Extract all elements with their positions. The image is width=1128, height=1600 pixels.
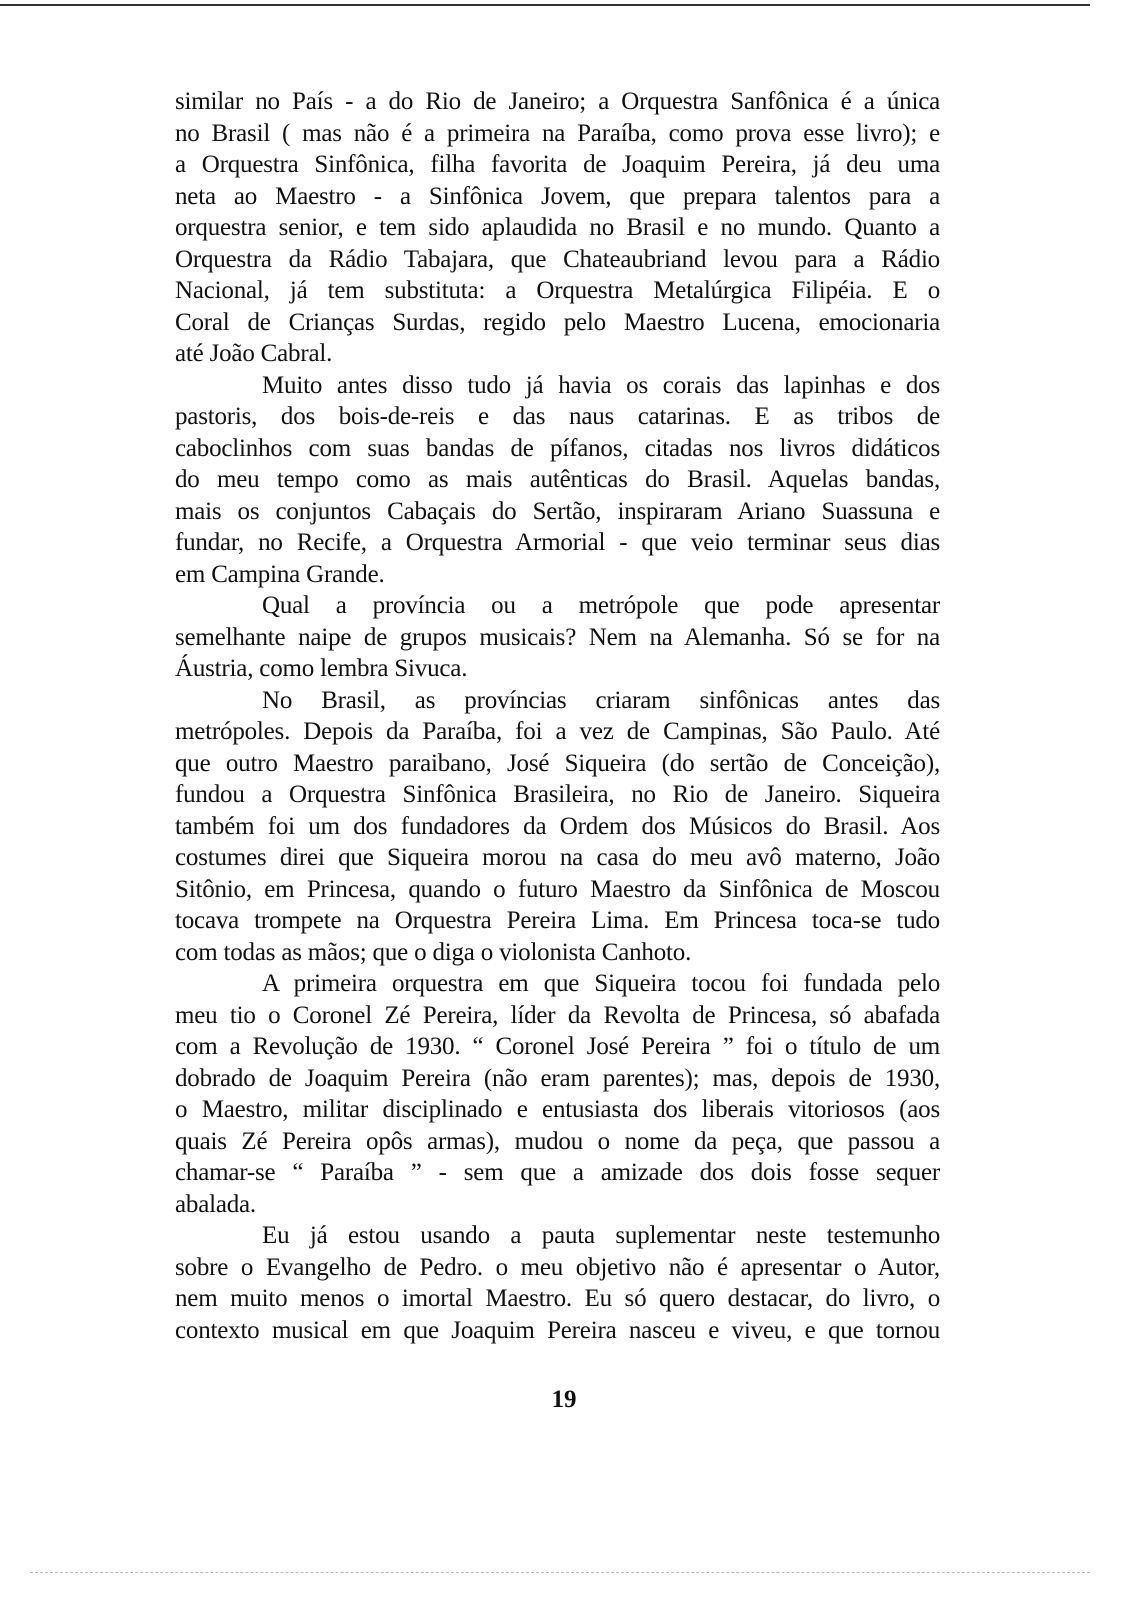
text-line: com todas as mãos; que o diga o violonista Canhoto. (175, 938, 692, 966)
text-line: nem muito menos o imortal Maestro. Eu só quero destacar, do livro, o (175, 1285, 940, 1312)
text-line: Orquestra da Rádio Tabajara, que Chateaubriand levou para a Rádio (175, 245, 940, 273)
scan-top-edge (0, 4, 1090, 6)
text-line: chamar-se “ Paraíba ” - sem que a amizade dos dois fosse sequer (175, 1159, 940, 1186)
text-line: mais os conjuntos Cabaçais do Sertão, inspiraram Ariano Suassuna e (175, 497, 940, 525)
paragraph (175, 590, 940, 685)
text-line: abalada. (175, 1190, 256, 1218)
paragraph (175, 685, 940, 969)
text-line: quais Zé Pereira opôs armas), mudou o nome da peça, que passou a (175, 1127, 940, 1155)
text-line: dobrado de Joaquim Pereira (não eram parentes); mas, depois de 1930, (175, 1064, 940, 1092)
text-line: com a Revolução de 1930. “ Coronel José Pereira ” foi o título de um (175, 1033, 940, 1060)
text-line: a Orquestra Sinfônica, filha favorita de Joaquim Pereira, já deu uma (175, 151, 940, 178)
text-line: contexto musical em que Joaquim Pereira nasceu e viveu, e que tornou (175, 1316, 940, 1344)
body-text (175, 86, 940, 1346)
text-line: neta ao Maestro - a Sinfônica Jovem, que prepara talentos para a (175, 182, 940, 210)
scan-bottom-edge (30, 1572, 1090, 1573)
text-line: que outro Maestro paraibano, José Siqueira (do sertão de Conceição), (175, 749, 940, 777)
text-line: Muito antes disso tudo já havia os corais das lapinhas e dos (262, 371, 940, 399)
text-line: do meu tempo como as mais autênticas do Brasil. Aquelas bandas, (175, 466, 940, 493)
text-line: Nacional, já tem substituta: a Orquestra Metalúrgica Filipéia. E o (175, 277, 940, 304)
text-line: Áustria, como lembra Sivuca. (175, 655, 468, 682)
text-line: fundou a Orquestra Sinfônica Brasileira, no Rio de Janeiro. Siqueira (175, 781, 940, 808)
text-line: metrópoles. Depois da Paraíba, foi a vez de Campinas, São Paulo. Até (175, 718, 940, 745)
text-line: até João Cabral. (175, 340, 333, 367)
text-line: sobre o Evangelho de Pedro. o meu objetivo não é apresentar o Autor, (175, 1253, 940, 1281)
text-line: No Brasil, as províncias criaram sinfônicas antes das (262, 686, 940, 714)
text-line: em Campina Grande. (175, 560, 385, 588)
text-line: Qual a província ou a metrópole que pode apresentar (262, 592, 940, 619)
text-line: Sitônio, em Princesa, quando o futuro Maestro da Sinfônica de Moscou (175, 875, 940, 903)
text-line: A primeira orquestra em que Siqueira tocou foi fundada pelo (262, 970, 940, 997)
text-line: no Brasil ( mas não é a primeira na Paraíba, como prova esse livro); e (175, 119, 940, 147)
text-line: Eu já estou usando a pauta suplementar neste testemunho (262, 1222, 940, 1249)
text-line: Coral de Crianças Surdas, regido pelo Maestro Lucena, emocionaria (175, 308, 940, 336)
text-line: costumes direi que Siqueira morou na casa do meu avô materno, João (175, 844, 940, 871)
text-line: orquestra senior, e tem sido aplaudida no Brasil e no mundo. Quanto a (175, 214, 940, 241)
text-line: tocava trompete na Orquestra Pereira Lima. Em Princesa toca-se tudo (175, 907, 940, 934)
text-line: meu tio o Coronel Zé Pereira, líder da Revolta de Princesa, só abafada (175, 1001, 940, 1029)
text-line: pastoris, dos bois-de-reis e das naus catarinas. E as tribos de (175, 403, 940, 430)
paragraph (175, 86, 940, 370)
paragraph (175, 968, 940, 1220)
text-line: fundar, no Recife, a Orquestra Armorial - que veio terminar seus dias (175, 529, 940, 556)
text-line: o Maestro, militar disciplinado e entusiasta dos liberais vitoriosos (aos (175, 1096, 940, 1123)
text-line: similar no País - a do Rio de Janeiro; a Orquestra Sanfônica é a única (175, 88, 940, 115)
page-number: 19 (551, 1386, 577, 1413)
text-line: caboclinhos com suas bandas de pífanos, citadas nos livros didáticos (175, 434, 940, 462)
paragraph (175, 1220, 940, 1346)
text-line: semelhante naipe de grupos musicais? Nem na Alemanha. Só se for na (175, 623, 940, 651)
paragraph (175, 370, 940, 591)
text-line: também foi um dos fundadores da Ordem dos Músicos do Brasil. Aos (175, 812, 940, 840)
